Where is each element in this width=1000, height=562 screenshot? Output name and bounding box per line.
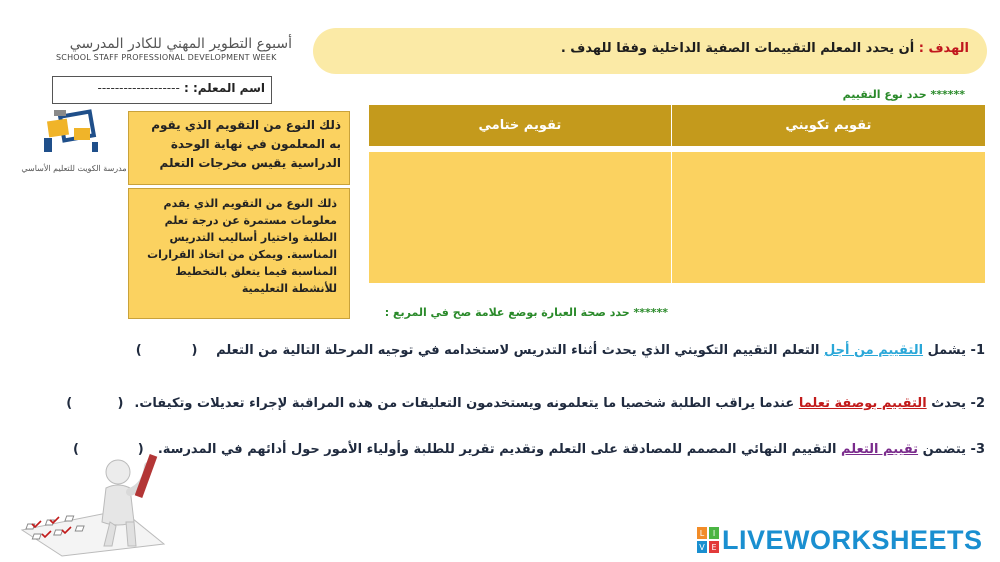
question-highlight: تقييم التعلم bbox=[841, 442, 919, 457]
table-header-formative: تقويم تكويني bbox=[671, 105, 985, 149]
instruction-verify: ****** حدد صحة العبارة بوضع علامة صح في المربع : bbox=[384, 306, 668, 319]
liveworksheets-brand bbox=[697, 523, 983, 557]
objective-banner bbox=[313, 28, 987, 74]
question-pre: يحدث bbox=[931, 396, 967, 411]
question-pre: يتضمن bbox=[922, 442, 967, 457]
question-highlight: التقييم من أجل bbox=[824, 343, 924, 358]
school-logo-icon bbox=[18, 108, 130, 164]
header-title bbox=[56, 36, 292, 62]
drop-zone-formative[interactable] bbox=[671, 149, 985, 284]
logo-letter: L bbox=[699, 529, 705, 538]
classification-table bbox=[368, 104, 986, 284]
header-title-english: SCHOOL STAFF PROFESSIONAL DEVELOPMENT WEEK bbox=[56, 53, 277, 62]
instruction-sort: ****** حدد نوع التقييم bbox=[842, 88, 965, 101]
question-pre: يشمل bbox=[927, 343, 967, 358]
question-row-2 bbox=[40, 396, 985, 411]
drop-zone-summative[interactable] bbox=[369, 149, 672, 284]
school-logo-caption: مدرسة الكويت للتعليم الأساسي bbox=[21, 164, 127, 173]
question-number: 3- bbox=[970, 442, 985, 457]
definition-card-summative[interactable]: ذلك النوع من التقويم الذي يقوم به المعلمون في نهاية الوحدة الدراسية يقيس مخرجات التعلم bbox=[128, 111, 350, 185]
school-logo bbox=[18, 108, 130, 188]
answer-box-3[interactable]: ( ) bbox=[72, 442, 144, 457]
objective-label: الهدف : bbox=[918, 41, 969, 56]
question-text: التقييم النهائي المصمم للمصادقة على التعلم وتقديم تقرير للطلبة وأولياء الأمور حول أدائهم في المدرسة. bbox=[157, 442, 837, 457]
logo-letter: E bbox=[711, 543, 717, 552]
answer-box-2[interactable]: ( ) bbox=[66, 396, 124, 411]
definition-card-formative[interactable]: ذلك النوع من التقويم الذي يقدم معلومات مستمرة عن درجة تعلم الطلبة واختيار أساليب التدريس المناسبة. ويمكن من اتخاذ القرارات المناسبة فيما يتعلق بالتخطيط للأنشطة التعليمية bbox=[128, 188, 350, 319]
question-row-3 bbox=[40, 442, 985, 457]
question-text: التعلم التقييم التكويني الذي يحدث أثناء التدريس لاستخدامه في توجيه المرحلة التالية من التعلم bbox=[216, 343, 820, 358]
liveworksheets-wordmark: LIVEWORKSHEETS bbox=[722, 524, 983, 555]
objective-text: أن يحدد المعلم التقييمات الصفية الداخلية وفقا للهدف . bbox=[560, 41, 915, 56]
question-number: 2- bbox=[970, 396, 985, 411]
question-row-1 bbox=[40, 343, 985, 358]
header-title-arabic: أسبوع التطوير المهني للكادر المدرسي bbox=[69, 36, 292, 52]
liveworksheets-logo-icon bbox=[697, 527, 719, 553]
teacher-name-label: اسم المعلم: : bbox=[183, 81, 265, 95]
teacher-name-blank: ------------------- bbox=[97, 81, 180, 95]
teacher-name-field[interactable] bbox=[52, 76, 272, 104]
question-highlight: التقييم بوصفة تعلما bbox=[798, 396, 927, 411]
question-text: عندما يراقب الطلبة شخصيا ما يتعلمونه ويستخدمون التعليقات من هذه المراقبة لإجراء تعديلات وتكيفات. bbox=[134, 396, 795, 411]
answer-box-1[interactable]: ( ) bbox=[135, 343, 198, 358]
logo-letter: V bbox=[699, 543, 705, 552]
checklist-figure-icon bbox=[14, 452, 174, 557]
question-number: 1- bbox=[970, 343, 985, 358]
logo-letter: I bbox=[712, 529, 716, 538]
table-header-summative: تقويم ختامي bbox=[369, 105, 672, 149]
